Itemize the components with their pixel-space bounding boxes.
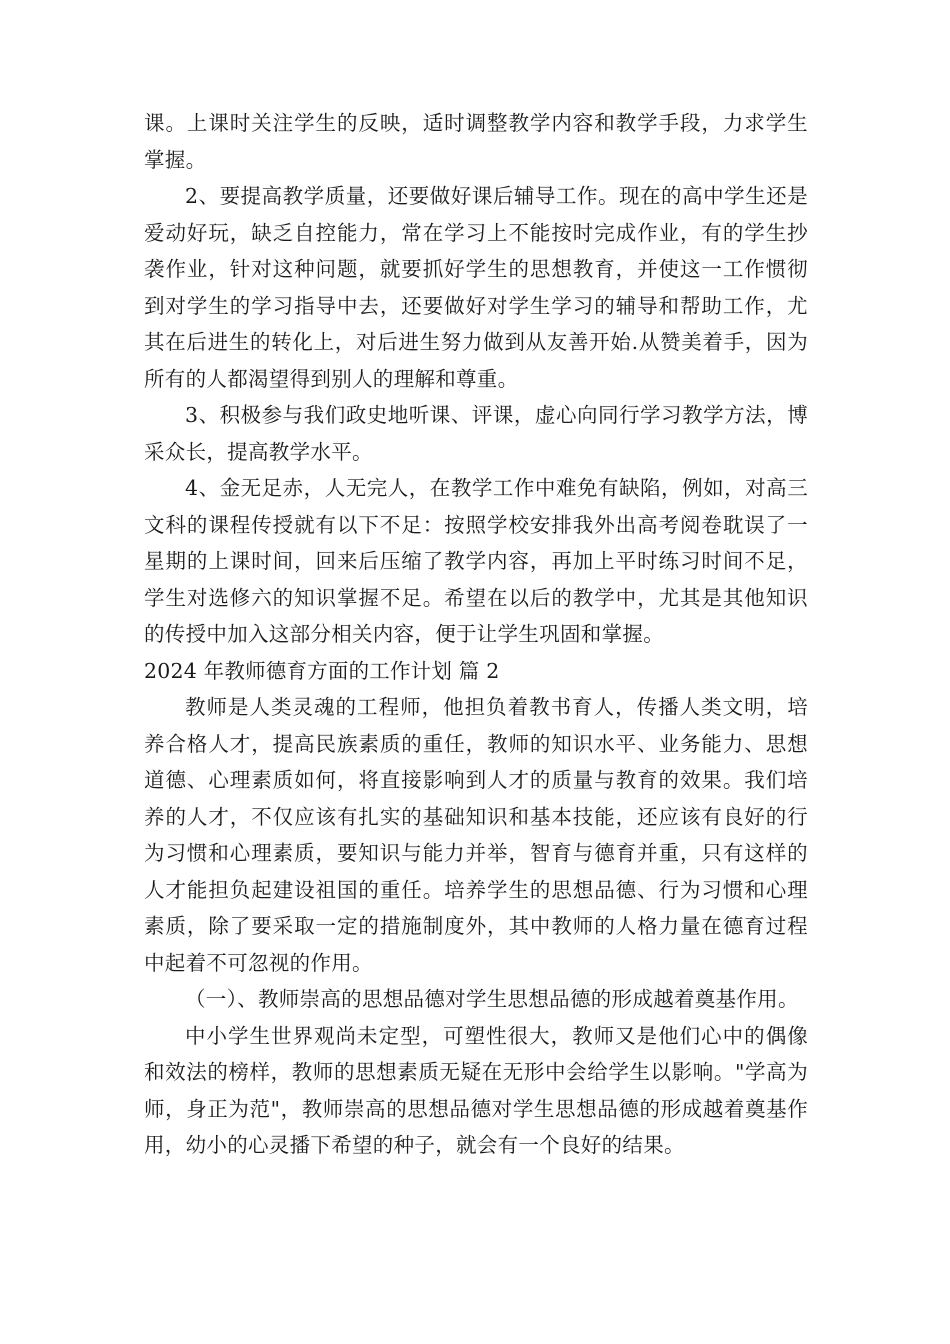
paragraph-item-4: 4、金无足赤，人无完人，在教学工作中难免有缺陷，例如，对高三文科的课程传授就有以下不足：按照学校安排我外出高考阅卷耽误了一星期的上课时间，回来后压缩了教学内容，再加上平时练习时间不足，学生对选修六的知识掌握不足。希望在以后的教学中，尤其是其他知识的传授中加入这部分相关内容，便于让学生巩固和掌握。 xyxy=(144,476,808,646)
paragraph-item-2: 2、要提高教学质量，还要做好课后辅导工作。现在的高中学生还是爱动好玩，缺乏自控能力，常在学习上不能按时完成作业，有的学生抄袭作业，针对这种问题，就要抓好学生的思想教育，并使这一工作惯彻到对学生的学习指导中去，还要做好对学生学习的辅导和帮助工作，尤其在后进生的转化上，对后进生努力做到从友善开始.从赞美着手，因为所有的人都渴望得到别人的理解和尊重。 xyxy=(144,184,808,391)
document-body xyxy=(144,105,808,1164)
paragraph-continuation: 课。上课时关注学生的反映，适时调整教学内容和教学手段，力求学生掌握。 xyxy=(144,111,808,172)
section-heading: 2024 年教师德育方面的工作计划 篇 2 xyxy=(144,658,500,683)
paragraph-body: 中小学生世界观尚未定型，可塑性很大，教师又是他们心中的偶像和效法的榜样，教师的思想素质无疑在无形中会给学生以影响。"学高为师，身正为范"，教师崇高的思想品德对学生思想品德的形成越着奠基作用，幼小的心灵播下希望的种子，就会有一个良好的结果。 xyxy=(144,1023,808,1157)
paragraph-item-3: 3、积极参与我们政史地听课、评课，虚心向同行学习教学方法，博采众长，提高教学水平。 xyxy=(144,403,808,464)
subsection-heading: （一）、教师崇高的思想品德对学生思想品德的形成越着奠基作用。 xyxy=(185,987,799,1011)
paragraph-intro: 教师是人类灵魂的工程师，他担负着教书育人，传播人类文明，培养合格人才，提高民族素质的重任，教师的知识水平、业务能力、思想道德、心理素质如何，将直接影响到人才的质量与教育的效果。我们培养的人才，不仅应该有扎实的基础知识和基本技能，还应该有良好的行为习惯和心理素质，要知识与能力并举，智育与德育并重，只有这样的人才能担负起建设祖国的重任。培养学生的思想品德、行为习惯和心理素质，除了要采取一定的措施制度外，其中教师的人格力量在德育过程中起着不可忽视的作用。 xyxy=(144,695,808,975)
